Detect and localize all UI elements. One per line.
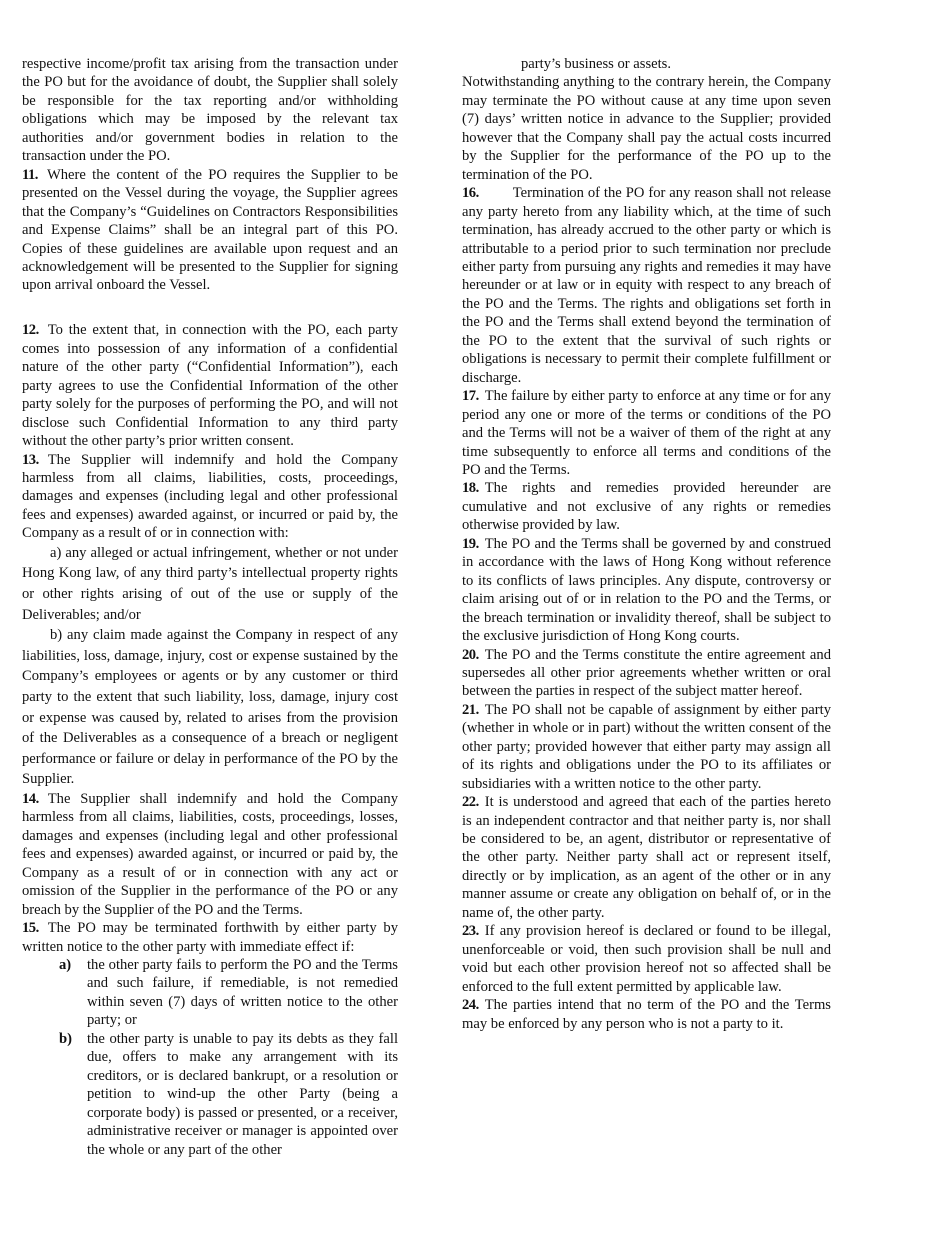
clause-12: 12. To the extent that, in connection with the PO, each party comes into possession of any information of a confidential nature of the other party (“Confidential Information”), each party agrees to use the Confidential Information of the other party solely for the purposes of performing the PO, and will not disclose such Confidential Information to any third party without the other party’s prior written consent. <box>22 322 398 450</box>
clause-11: 11. Where the content of the PO requires the Supplier to be presented on the Vessel during the voyage, the Supplier agrees that the Company’s “Guidelines on Contractors Responsibilities and Expense Claims” shall be an integral part of this PO. Copies of these guidelines are available upon request and an acknowledgement will be presented to the Supplier for signing upon arrival onboard the Vessel. <box>22 166 398 294</box>
right-column <box>462 55 831 1033</box>
clause-23: 23. If any provision hereof is declared or found to be illegal, unenforceable or void, then such provision shall be null and void but each other provision hereof not so affected shall be enforced to the full extent permitted by applicable law. <box>462 923 831 995</box>
clause-13a: a) any alleged or actual infringement, whether or not under Hong Kong law, of any third party’s intellectual property rights or other rights arising of out of the use or supply of the Deliverables; and/or <box>22 544 398 623</box>
clause-15b-continuation: party’s business or assets. <box>521 56 671 72</box>
clause-19: 19. The PO and the Terms shall be governed by and construed in accordance with the laws of Hong Kong without reference to its conflicts of laws principles. Any dispute, controversy or claim arising out of or in relation to the PO and the Terms, or the breach termination or invalidity thereof, shall be subject to the exclusive jurisdiction of Hong Kong courts. <box>462 535 831 645</box>
clause-16: 16. Termination of the PO for any reason shall not release any party hereto from any liability which, at the time of such termination, has already accrued to the other party or which is attributable to a period prior to such termination nor preclude either party from pursuing any rights and remedies it may have hereunder or at law or in equity with respect to any breach of the PO and the Terms. The rights and obligations set forth in the PO and the Terms shall extend beyond the termination of the PO to the extent that the survival of such rights or obligations is necessary to permit their complete fulfillment or discharge. <box>462 185 831 386</box>
clause-22: 22. It is understood and agreed that each of the parties hereto is an independent contractor and that neither party is, nor shall be considered to be, an agent, distributor or representative of the other party. Neither party shall act or represent itself, directly or by implication, as an agent of the other or in any manner assume or create any obligation on behalf of, or in the name of, the other party. <box>462 794 831 921</box>
left-column <box>22 55 398 1159</box>
clause-13: 13. The Supplier will indemnify and hold the Company harmless from all claims, liabilities, costs, proceedings, damages and expenses (including legal and other professional fees and expenses) awarded against, or incurred or paid by, the Company as a result of or in connection with: <box>22 451 398 542</box>
clause-14: 14. The Supplier shall indemnify and hold the Company harmless from all claims, liabilities, costs, proceedings, losses, damages and expenses (including legal and other professional fees and expenses) awarded against, or incurred or paid by, the Company as a result of or in connection with any act or omission of the Supplier in the performance of the PO or any breach by the Supplier of the PO and the Terms. <box>22 790 398 918</box>
clause-17: 17. The failure by either party to enforce at any time or for any period any one or more of the terms or conditions of the PO and the Terms will not be a waiver of them of the right at any time subsequently to enforce all terms and conditions of the PO and the Terms. <box>462 388 831 478</box>
clause-21: 21. The PO shall not be capable of assignment by either party (whether in whole or in part) without the written consent of the other party; provided however that either party may assign all of its rights and obligations under the PO to its affiliates or subsidiaries with a written notice to the other party. <box>462 701 831 792</box>
clause-15b: b) the other party is unable to pay its debts as they fall due, offers to make any arrangement with its creditors, or is declared bankrupt, or a resolution or petition to wind-up the other Party (being a corporate body) is passed or presented, or a receiver, administrative receiver or manager is appointed over the whole or any part of the other <box>59 1030 398 1158</box>
clause-24: 24. The parties intend that no term of the PO and the Terms may be enforced by any person who is not a party to it. <box>462 997 831 1032</box>
clause-10-continuation: respective income/profit tax arising from the transaction under the PO but for the avoidance of doubt, the Supplier shall solely be responsible for the tax reporting and/or withholding obligations which may be imposed by the relevant tax authorities and/or government bodies in relation to the transaction under the PO. <box>22 56 398 165</box>
clause-15-tail: Notwithstanding anything to the contrary herein, the Company may terminate the PO without cause at any time upon seven (7) days’ written notice in advance to the Supplier; provided however that the Company shall pay the actual costs incurred by the Supplier for the performance of the PO up to the termination of the PO. <box>462 74 831 183</box>
clause-13b: b) any claim made against the Company in respect of any liabilities, loss, damage, injury, cost or expense sustained by the Company’s employees or agents or by any customer or third party to the extent that such liability, loss, damage, injury cost or expense was caused by, related to arises from the provision of the Deliverables as a consequence of a breach or negligent performance or failure or delay in performance of the PO by the Supplier. <box>22 627 398 788</box>
clause-18: 18. The rights and remedies provided hereunder are cumulative and not exclusive of any rights or remedies otherwise provided by law. <box>462 480 831 534</box>
clause-15: 15. The PO may be terminated forthwith by either party by written notice to the other party with immediate effect if: <box>22 920 398 955</box>
clause-15a: a) the other party fails to perform the PO and the Terms and such failure, if remediable, is not remedied within seven (7) days of written notice to the other party; or <box>59 956 398 1029</box>
clause-20: 20. The PO and the Terms constitute the entire agreement and supersedes all other prior agreements whether written or oral between the parties in respect of the subject matter hereof. <box>462 646 831 700</box>
